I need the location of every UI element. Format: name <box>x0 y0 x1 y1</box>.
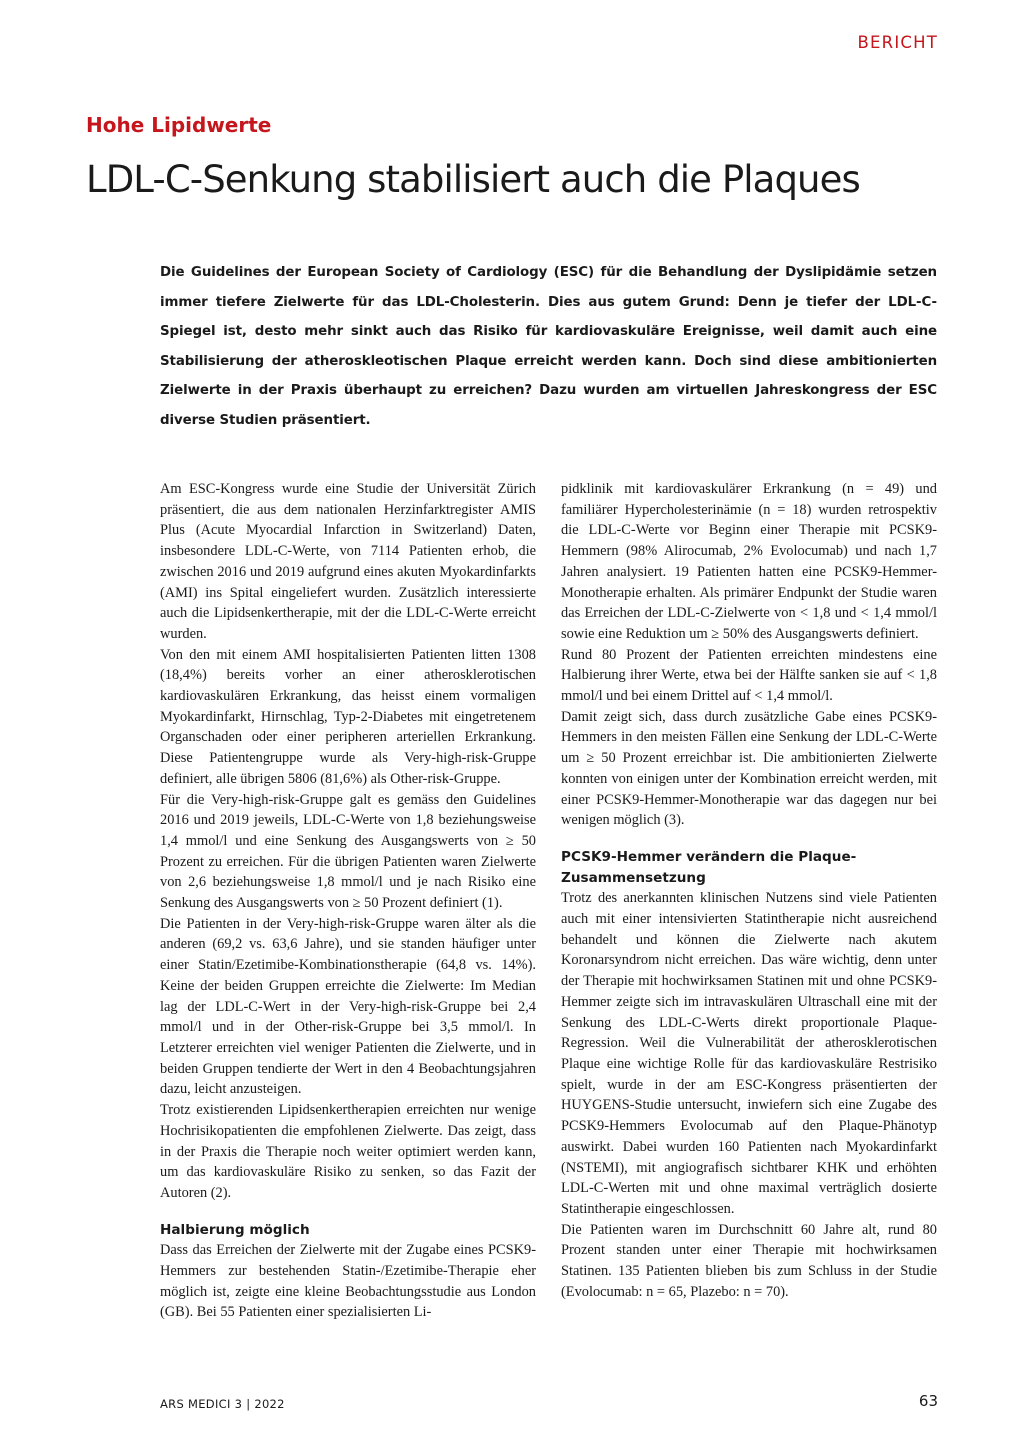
body-paragraph: Die Patienten in der Very-high-risk-Gruppe waren älter als die anderen (69,2 vs. 63,6 Jahre), und sie standen häufiger unter einer Statin/Ezetimibe-Kombinationstherapie (64,8 vs. 14%). Keine der beiden Gruppen erreichte die Zielwerte: Im Median lag der LDL-C-Wert in der Very-high-risk-Gruppe bei 2,4 mmol/l und in der Other-risk-Gruppe bei 3,5 mmol/l. In Letzterer erreichten viel weniger Patienten die Zielwerte, und in beiden Gruppen tendierte der Wert in den 4 Beobachtungsjahren dazu, leicht anzusteigen. <box>160 915 536 1098</box>
body-paragraph: Die Patienten waren im Durchschnitt 60 Jahre alt, rund 80 Prozent standen unter einer Therapie mit hochwirksamen Statinen. 135 Patienten blieben bis zum Schluss in der Studie (Evolocumab: n = 65, Plazebo: n = 70). <box>561 1221 937 1300</box>
body-paragraph: Trotz des anerkannten klinischen Nutzens sind viele Patienten auch mit einer intensivierten Statintherapie nicht ausreichend behandelt und können die Zielwerte nach akutem Koronarsyndrom nicht erreichen. Das wäre wichtig, denn unter der Therapie mit hochwirksamen Statinen mit und ohne PCSK9-Hemmer zeigte sich im intravaskulären Ultraschall eine mit der Senkung des LDL-C-Werts direkt proportionale Plaque-Regression. Weil die Vulnerabilität der atherosklerotischen Plaque eine wichtige Rolle für das kardiovaskuläre Restrisiko spielt, wurde in der am ESC-Kongress präsentierten der HUYGENS-Studie untersucht, inwiefern sich eine Zugabe des PCSK9-Hemmers Evolocumab auf den Plaque-Phänotyp auswirkt. Dabei wurden 160 Patienten nach Myokardinfarkt (NSTEMI), mit angiografisch sichtbarer KHK und erhöhten LDL-C-Werten mit und ohne maximal verträglich dosierte Statintherapie eingeschlossen. <box>561 890 937 1217</box>
subheading-pcsk9: PCSK9-Hemmer verändern die Plaque-Zusammensetzung <box>561 848 857 886</box>
page-number: 63 <box>918 1392 938 1410</box>
body-paragraph: pidklinik mit kardiovaskulärer Erkrankung (n = 49) und familiärer Hypercholesterinämie (n = 18) wurden retrospektiv die LDL-C-Werte vor Beginn einer Therapie mit PCSK9-Hemmern (98% Alirocumab, 2% Evolocumab) und nach 1,7 Jahren analysiert. 19 Patienten hatten eine PCSK9-Hemmer-Monotherapie erhalten. Als primärer Endpunkt der Studie waren das Erreichen der LDL-C-Zielwerte von < 1,8 und < 1,4 mmol/l sowie eine Reduktion um ≥ 50% des Ausgangswerts definiert. <box>561 481 937 642</box>
body-paragraph: Rund 80 Prozent der Patienten erreichten mindestens eine Halbierung ihrer Werte, etwa bei der Hälfte sanken sie auf < 1,8 mmol/l und bei einem Drittel auf < 1,4 mmol/l. <box>561 646 937 705</box>
body-paragraph: Damit zeigt sich, dass durch zusätzliche Gabe eines PCSK9-Hemmers in den meisten Fällen eine Senkung der LDL-C-Werte um ≥ 50 Prozent erreichbar ist. Die ambitionierten Zielwerte konnten von einigen unter der Kombination erreicht werden, mit einer PCSK9-Hemmer-Monotherapie war das dagegen nur bei wenigen möglich (3). <box>561 708 937 829</box>
body-paragraph: Trotz existierenden Lipidsenkertherapien erreichten nur wenige Hochrisikopatienten die empfohlenen Zielwerte. Das zeigt, dass in der Praxis die Therapie noch weiter optimiert werden kann, um das kardiovaskuläre Risiko zu senken, so das Fazit der Autoren (2). <box>160 1102 536 1201</box>
subheading-halbierung: Halbierung möglich <box>160 1221 310 1238</box>
body-paragraph: Am ESC-Kongress wurde eine Studie der Universität Zürich präsentiert, die aus dem nationalen Herzinfarktregister AMIS Plus (Acute Myocardial Infarction in Switzerland) Daten, insbesondere LDL-C-Werte, von 7114 Patienten erhob, die zwischen 2016 und 2019 aufgrund eines akuten Myokardinfarkts (AMI) ins Spital eingeliefert wurden. Zusätzlich interessierte auch die Lipidsenkertherapie, mit der die LDL-C-Werte erreicht wurden. <box>160 481 536 642</box>
section-label: BERICHT <box>857 33 938 52</box>
article-kicker: Hohe Lipidwerte <box>86 113 272 137</box>
body-paragraph: Für die Very-high-risk-Gruppe galt es gemäss den Guidelines 2016 und 2019 jeweils, LDL-C-Werte von 1,8 beziehungsweise 1,4 mmol/l und eine Senkung des Ausgangswerts von ≥ 50 Prozent zu erreichen. Für die übrigen Patienten waren Zielwerte von 2,6 beziehungsweise 1,8 mmol/l und je nach Risiko eine Senkung des Ausgangswerts von ≥ 50 Prozent definiert (1). <box>160 791 536 912</box>
body-paragraph: Dass das Erreichen der Zielwerte mit der Zugabe eines PCSK9-Hemmers zur bestehenden Statin-/Ezetimibe-Therapie eher möglich ist, zeigte eine kleine Beobachtungsstudie aus London (GB). Bei 55 Patienten einer spezialisierten Li- <box>160 1242 536 1321</box>
journal-footer: ARS MEDICI 3 | 2022 <box>160 1397 285 1411</box>
left-column <box>160 479 536 1323</box>
body-paragraph: Von den mit einem AMI hospitalisierten Patienten litten 1308 (18,4%) bereits vorher an einer atherosklerotischen kardiovaskulären Erkrankung, das heisst einem vormaligen Myokardinfarkt, Hirnschlag, Typ-2-Diabetes mit eingetretenem Organschaden oder einer peripheren arteriellen Erkrankung. Diese Patientengruppe wurde als Very-high-risk-Gruppe definiert, alle übrigen 5806 (81,6%) als Other-risk-Gruppe. <box>160 646 536 787</box>
article-title: LDL-C-Senkung stabilisiert auch die Plaques <box>86 158 860 201</box>
right-column <box>561 479 937 1302</box>
article-lead: Die Guidelines der European Society of Cardiology (ESC) für die Behandlung der Dyslipidämie setzen immer tiefere Zielwerte für das LDL-Cholesterin. Dies aus gutem Grund: Denn je tiefer der LDL-C-Spiegel ist, desto mehr sinkt auch das Risiko für kardiovaskuläre Ereignisse, weil damit auch eine Stabilisierung der atheroskleotischen Plaque erreicht werden kann. Doch sind diese ambitionierten Zielwerte in der Praxis überhaupt zu erreichen? Dazu wurden am virtuellen Jahreskongress der ESC diverse Studien präsentiert. <box>160 265 937 428</box>
